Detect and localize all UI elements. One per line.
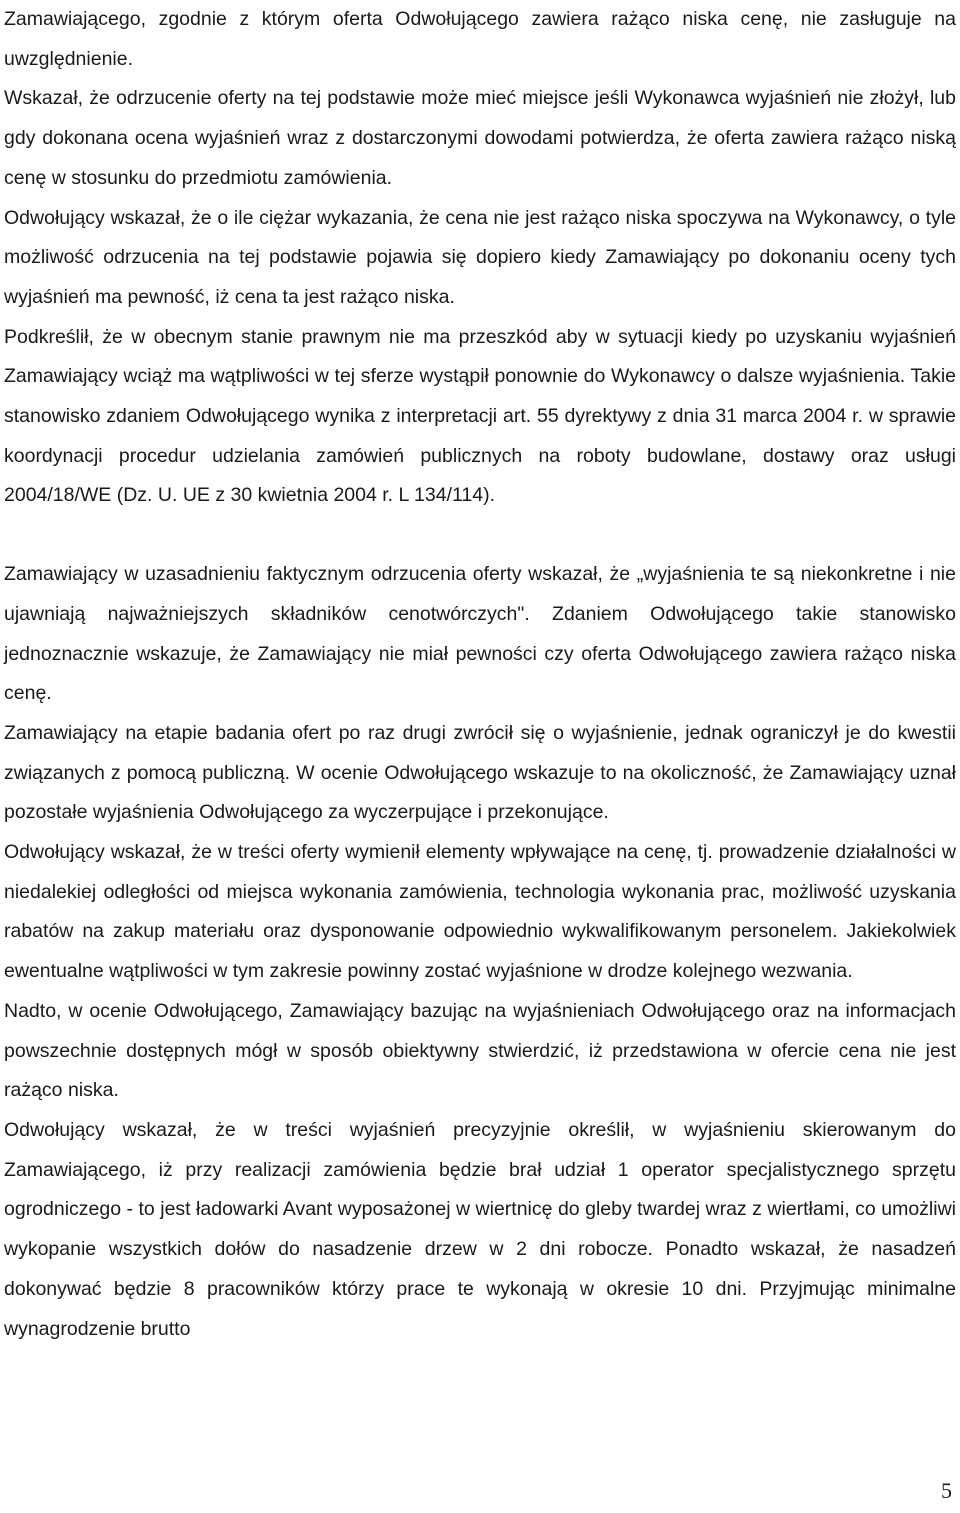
paragraph-spacer <box>4 516 956 555</box>
document-body <box>4 0 956 1349</box>
paragraph: Zamawiający na etapie badania ofert po raz drugi zwrócił się o wyjaśnienie, jednak ograniczył je do kwestii związanych z pomocą publiczną. W ocenie Odwołującego wskazuje to na okoliczność, że Zamawiający uznał pozostałe wyjaśnienia Odwołującego za wyczerpujące i przekonujące. <box>4 721 956 824</box>
paragraph: Podkreślił, że w obecnym stanie prawnym nie ma przeszkód aby w sytuacji kiedy po uzyskaniu wyjaśnień Zamawiający wciąż ma wątpliwości w tej sferze wystąpił ponownie do Wykonawcy o dalsze wyjaśnienia. Takie stanowisko zdaniem Odwołującego wynika z interpretacji art. 55 dyrektywy z dnia 31 marca 2004 r. w sprawie koordynacji procedur udzielania zamówień publicznych na roboty budowlane, dostawy oraz usługi 2004/18/WE (Dz. U. UE z 30 kwietnia 2004 r. L 134/114). <box>4 325 956 507</box>
paragraph: Odwołujący wskazał, że w treści wyjaśnień precyzyjnie określił, w wyjaśnieniu skierowanym do Zamawiającego, iż przy realizacji zamówienia będzie brał udział 1 operator specjalistycznego sprzętu ogrodniczego - to jest ładowarki Avant wyposażonej w wiertnicę do gleby twardej wraz z wiertłami, co umożliwi wykopanie wszystkich dołów do nasadzenie drzew w 2 dni robocze. Ponadto wskazał, że nasadzeń dokonywać będzie 8 pracowników którzy prace te wykonają w okresie 10 dni. Przyjmując minimalne wynagrodzenie brutto <box>4 1118 956 1340</box>
paragraph: Zamawiający w uzasadnieniu faktycznym odrzucenia oferty wskazał, że „wyjaśnienia te są niekonkretne i nie ujawniają najważniejszych składników cenotwórczych". Zdaniem Odwołującego takie stanowisko jednoznacznie wskazuje, że Zamawiający nie miał pewności czy oferta Odwołującego zawiera rażąco niska cenę. <box>4 563 956 705</box>
paragraph: Odwołujący wskazał, że o ile ciężar wykazania, że cena nie jest rażąco niska spoczywa na Wykonawcy, o tyle możliwość odrzucenia na tej podstawie pojawia się dopiero kiedy Zamawiający po dokonaniu oceny tych wyjaśnień ma pewność, iż cena ta jest rażąco niska. <box>4 206 956 308</box>
paragraph: Wskazał, że odrzucenie oferty na tej podstawie może mieć miejsce jeśli Wykonawca wyjaśnień nie złożył, lub gdy dokonana ocena wyjaśnień wraz z dostarczonymi dowodami potwierdza, że oferta zawiera rażąco niską cenę w stosunku do przedmiotu zamówienia. <box>4 87 956 189</box>
paragraph: Zamawiającego, zgodnie z którym oferta Odwołującego zawiera rażąco niska cenę, nie zasługuje na uwzględnienie. <box>4 8 956 70</box>
page-number: 5 <box>941 1478 952 1503</box>
paragraph: Odwołujący wskazał, że w treści oferty wymienił elementy wpływające na cenę, tj. prowadzenie działalności w niedalekiej odległości od miejsca wykonania zamówienia, technologia wykonania prac, możliwość uzyskania rabatów na zakup materiału oraz dysponowanie odpowiednio wykwalifikowanym personelem. Jakiekolwiek ewentualne wątpliwości w tym zakresie powinny zostać wyjaśnione w drodze kolejnego wezwania. <box>4 841 956 983</box>
paragraph: Nadto, w ocenie Odwołującego, Zamawiający bazując na wyjaśnieniach Odwołującego oraz na informacjach powszechnie dostępnych mógł w sposób obiektywny stwierdzić, iż przedstawiona w ofercie cena nie jest rażąco niska. <box>4 999 956 1102</box>
